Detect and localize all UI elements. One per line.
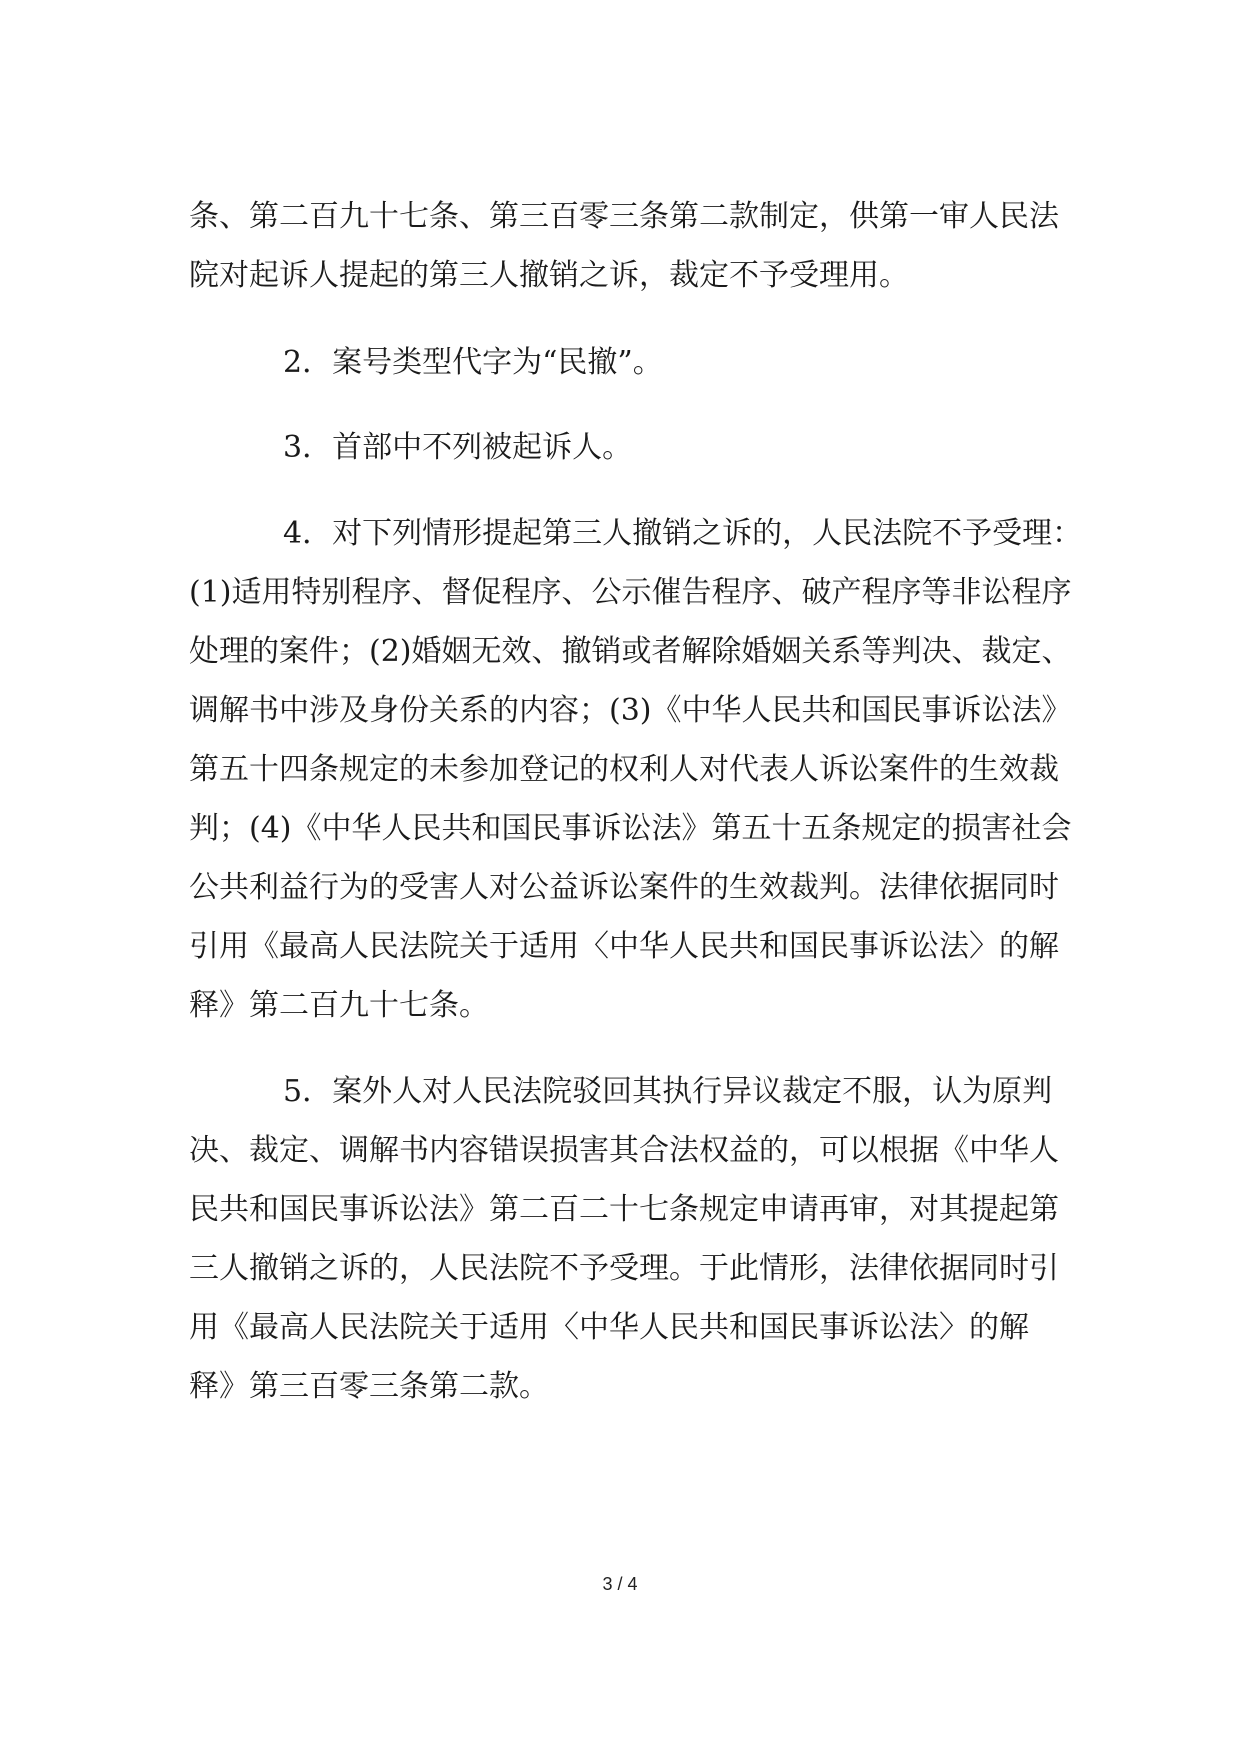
paragraph-4-line-8: 引用《最高人民法院关于适用〈中华人民共和国民事诉讼法〉的解 — [189, 929, 1059, 964]
paragraph-1-line-2: 院对起诉人提起的第三人撤销之诉，裁定不予受理用。 — [189, 258, 909, 293]
paragraph-4-line-5: 第五十四条规定的未参加登记的权利人对代表人诉讼案件的生效裁 — [189, 752, 1059, 787]
paragraph-5-line-3: 民共和国民事诉讼法》第二百二十七条规定申请再审，对其提起第 — [189, 1192, 1059, 1227]
paragraph-4-line-3: 处理的案件；(2)婚姻无效、撤销或者解除婚姻关系等判决、裁定、 — [189, 634, 1072, 669]
paragraph-4-line-9: 释》第二百九十七条。 — [189, 988, 489, 1023]
paragraph-1-line-1: 条、第二百九十七条、第三百零三条第二款制定，供第一审人民法 — [189, 199, 1059, 234]
paragraph-5-line-5: 用《最高人民法院关于适用〈中华人民共和国民事诉讼法〉的解 — [189, 1310, 1029, 1345]
paragraph-4-line-2: (1)适用特别程序、督促程序、公示催告程序、破产程序等非讼程序 — [189, 575, 1072, 610]
paragraph-4-line-7: 公共利益行为的受害人对公益诉讼案件的生效裁判。法律依据同时 — [189, 870, 1059, 905]
paragraph-5-line-1: 5．案外人对人民法院驳回其执行异议裁定不服，认为原判 — [283, 1074, 1053, 1109]
paragraph-4-line-6: 判；(4)《中华人民共和国民事诉讼法》第五十五条规定的损害社会 — [189, 811, 1072, 846]
paragraph-4-line-4: 调解书中涉及身份关系的内容；(3)《中华人民共和国民事诉讼法》 — [189, 693, 1072, 728]
paragraph-5-line-4: 三人撤销之诉的，人民法院不予受理。于此情形，法律依据同时引 — [189, 1251, 1059, 1286]
paragraph-2-line-1: 2．案号类型代字为“民撤”。 — [283, 345, 663, 380]
paragraph-4-line-1: 4．对下列情形提起第三人撤销之诉的，人民法院不予受理： — [283, 516, 1083, 551]
paragraph-5-line-2: 决、裁定、调解书内容错误损害其合法权益的，可以根据《中华人 — [189, 1133, 1059, 1168]
paragraph-3-line-1: 3．首部中不列被起诉人。 — [283, 430, 633, 465]
page-number: 3 / 4 — [602, 1574, 638, 1594]
paragraph-5-line-6: 释》第三百零三条第二款。 — [189, 1369, 549, 1404]
